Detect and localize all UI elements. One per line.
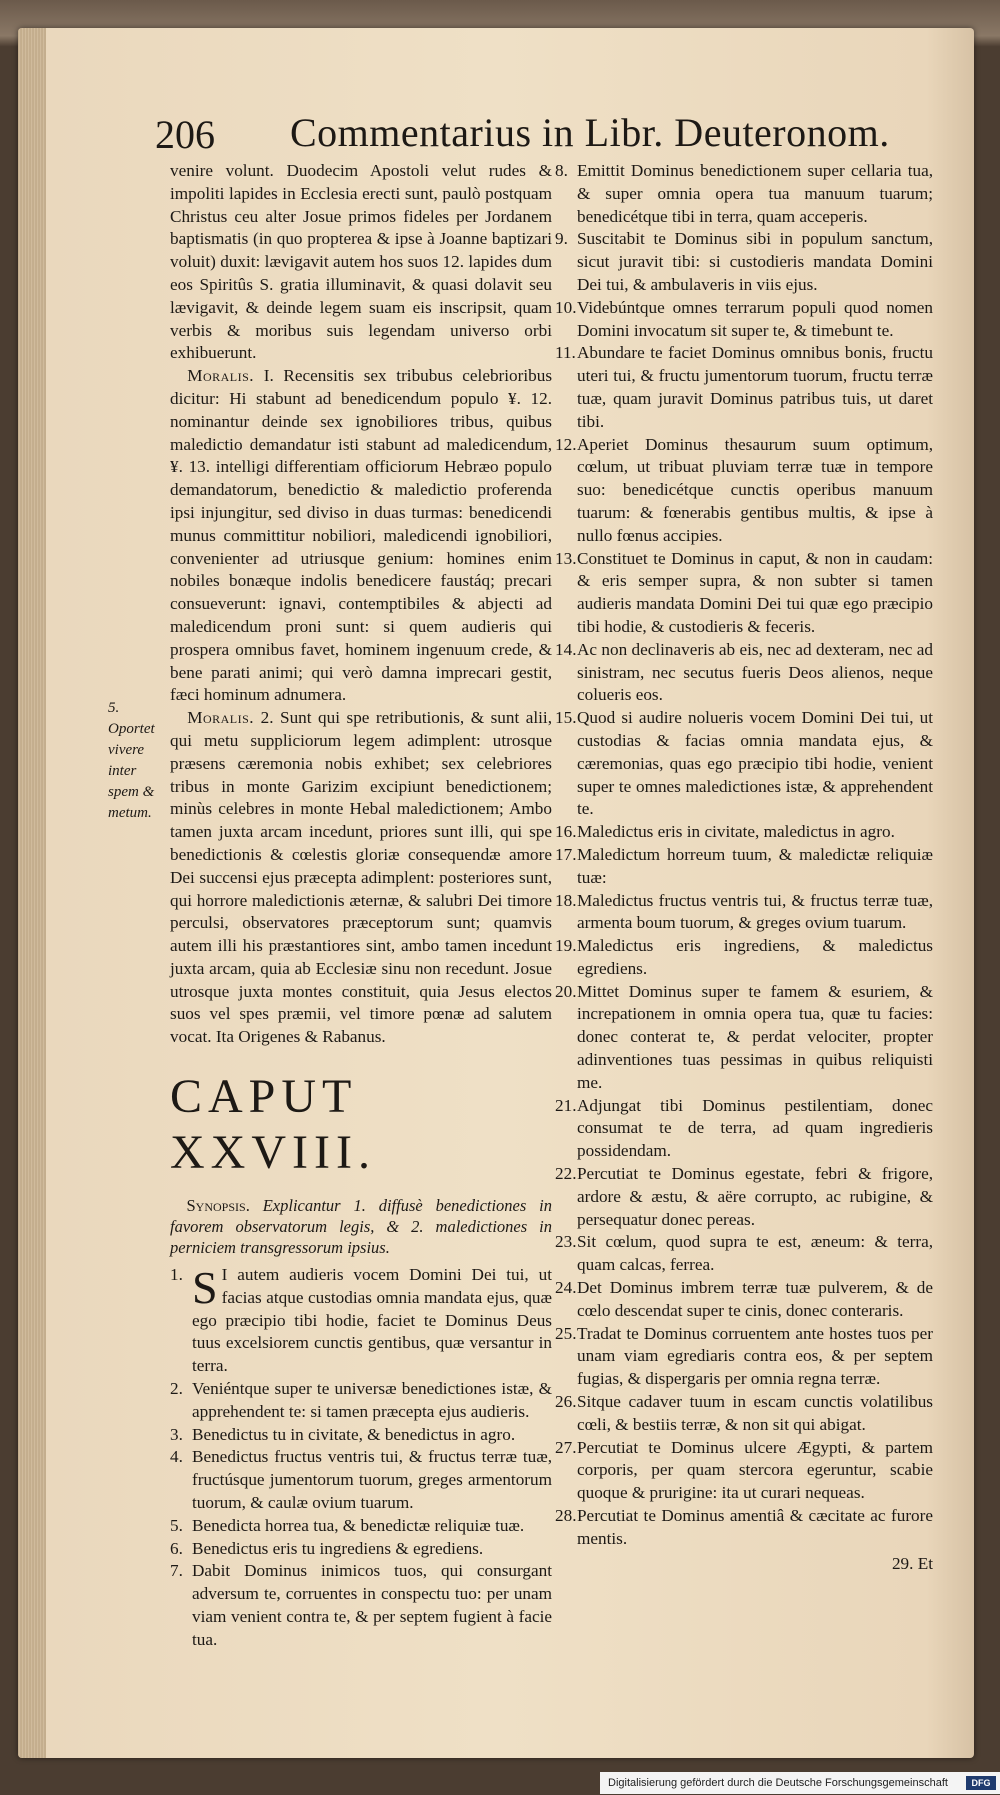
verse: 15. Quod si audire nolueris vocem Domini Dei tui, ut custodias & facias omnia mandata ejus, & cæremonias, quas ego præcipio tibi hodie, venient super te omnes maledictiones istæ, & apprehendent te. bbox=[555, 708, 933, 819]
verse: 19. Maledictus eris ingrediens, & maledictus egrediens. bbox=[555, 936, 933, 978]
verse: 27. Percutiat te Dominus ulcere Ægypti, & partem corporis, per quam stercora egeruntur, scabie quoque & prurigine: ita ut curari nequeas. bbox=[555, 1437, 933, 1503]
verse: 16. Maledictus eris in civitate, maledictus in agro. bbox=[555, 822, 895, 842]
verse: 9. Suscitabit te Dominus sibi in populum sanctum, sicut juravit tibi: si custodieris mandata Domini Dei tui, & ambulaveris in viis ejus. bbox=[555, 229, 933, 294]
verse: 12. Aperiet Dominus thesaurum suum optimum, cœlum, ut tribuat pluviam terræ tuæ in tempore suo: benedicétque cunctis operibus manuum tuarum: & fœnerabis gentibus multis, & ipse à nullo fœnus accipies. bbox=[555, 434, 933, 545]
verse: 20. Mittet Dominus super te famem & esuriem, & increpationem in omnia opera tua, quæ tu facies: donec conterat te, & perdat velociter, propter adinventiones tuas pessimas in quibus reliquisti me. bbox=[555, 981, 933, 1092]
dfg-logo: DFG bbox=[966, 1776, 996, 1790]
digitization-footer bbox=[600, 1772, 1000, 1794]
verse: 6. Benedictus eris tu ingrediens & egrediens. bbox=[170, 1538, 484, 1558]
paragraph-moralis-1 bbox=[170, 365, 552, 707]
running-head: Commentarius in Libr. Deuteronom. bbox=[290, 110, 890, 155]
moralis-label: Moralis. bbox=[187, 366, 255, 386]
synopsis-text: Explicantur 1. diffusè benedictiones in favorem observatorum legis, & 2. maledictiones in perniciem transgressorum ipsius. bbox=[170, 1196, 553, 1258]
right-column bbox=[555, 160, 933, 1575]
verse: 7. Dabit Dominus inimicos tuos, qui consurgant adversum te, corruentes in conspectu tuo: per unam viam venient contra te, & per septem fugient à facie tua. bbox=[170, 1561, 552, 1649]
page-edges bbox=[18, 28, 46, 1758]
left-column bbox=[170, 160, 552, 1652]
verse: 22. Percutiat te Dominus egestate, febri & frigore, ardore & æstu, & aëre corrupto, ac rubigine, & persequatur donec pereas. bbox=[555, 1164, 933, 1229]
verse: 2. Veniéntque super te universæ benedictiones istæ, & apprehendent te: si tamen præcepta ejus audieris. bbox=[170, 1379, 552, 1421]
paragraph-text: 2. Sunt qui spe retributionis, & sunt alii, qui metu suppliciorum legem adimplent: utrosque præsens cæremonia nobis exhibet; sex celebriores tribus in monte Garizim excipiunt benedictionem; minùs celebres in monte Hebal maledictionem; Ambo tamen juxta arcam incedunt, priores sunt illi, qui spe benedictionis & cœlestis gloriæ consequendæ amore Dei succensi ejus præcepta adimplent: posteriores sunt, qui horrore maledictionis æternæ, & salubri Dei timore perculsi, observatores præceptorum sunt; quamvis autem illi his præstantiores sint, ambo tamen incedunt juxta arcam, quia ab Ecclesiæ sinu non recedunt. Josue utrosque juxta montes constituit, quia Jesus electos suos vel spes præmii, vel timore pœnæ ad salutem vocat. Ita Origenes & Rabanus. bbox=[170, 708, 553, 1047]
verse: 18. Maledictus fructus ventris tui, & fructus terræ tuæ, armenta boum tuorum, & greges ovium tuarum. bbox=[555, 890, 933, 933]
verse: 11. Abundare te faciet Dominus omnibus bonis, fructu uteri tui, & fructu jumentorum tuorum, fructu terræ tuæ, quam juravit Dominus patribus tuis, ut daret tibi. bbox=[555, 343, 933, 431]
verse: 3. Benedictus tu in civitate, & benedictus in agro. bbox=[170, 1424, 516, 1444]
verse: 14. Ac non declinaveris ab eis, nec ad dexteram, nec ad sinistram, nec secutus fueris Deos alienos, neque colueris eos. bbox=[555, 639, 933, 705]
synopsis bbox=[170, 1195, 552, 1258]
chapter-title: CAPUT XXVIII. bbox=[170, 1070, 376, 1180]
margin-note: 5. Oportet vivere inter spem & metum. bbox=[108, 700, 155, 821]
page-number: 206 bbox=[155, 112, 215, 157]
verse-1: 1. S I autem audieris vocem Domini Dei tui, ut facias atque custodias omnia mandata ejus, quæ ego præcipio tibi hodie, faciet te Dominus Deus tuus excelsiorem cunctis gentibus, quæ versantur in terra. bbox=[170, 1262, 552, 1376]
drop-cap: S bbox=[192, 1262, 218, 1314]
verse: 23. Sit cœlum, quod supra te est, æneum: & terra, quam calcas, ferrea. bbox=[555, 1232, 933, 1275]
verse: 28. Percutiat te Dominus amentiâ & cæcitate ac furore mentis. bbox=[555, 1506, 933, 1548]
verse: 10. Videbúntque omnes terrarum populi quod nomen Domini invocatum sit super te, & timebunt te. bbox=[555, 297, 933, 340]
catchword: 29. Et bbox=[891, 1553, 933, 1573]
verse: 24. Det Dominus imbrem terræ tuæ pulverem, & de cœlo descendat super te cinis, donec conteraris. bbox=[555, 1278, 933, 1320]
verse: 26. Sitque cadaver tuum in escam cunctis volatilibus cœli, & bestiis terræ, & non sit qui abigat. bbox=[555, 1392, 933, 1434]
verse: 21. Adjungat tibi Dominus pestilentiam, donec consumat te de terra, ad quam ingredieris possidendam. bbox=[555, 1095, 933, 1161]
verse-text: I autem audieris vocem Domini Dei tui, ut facias atque custodias omnia mandata ejus, quæ ego præcipio tibi hodie, faciet te Dominus Deus tuus excelsiorem cunctis gentibus, quæ versantur in terra. bbox=[192, 1265, 552, 1376]
verse: 25. Tradat te Dominus corruentem ante hostes tuos per unam viam egrediaris contra eos, & per septem fugias, & dispergaris per omnia regna terræ. bbox=[555, 1323, 933, 1389]
paragraph: venire volunt. Duodecim Apostoli velut rudes & impoliti lapides in Ecclesia erecti sunt, paulò postquam Christus ceu alter Josue primos fideles per Jordanem baptismatis (in quo propterea & ipse à Joanne baptizari voluit) duxit: lævigavit autem hos suos 12. lapides dum eos Spiritûs S. gratia illuminavit, & quasi dolavit seu lævigavit, & deinde legem suam eis inscripsit, quam verbis & moribus suis legendam universo orbi exhibuerunt. bbox=[170, 161, 552, 363]
verse: 8. Emittit Dominus benedictionem super cellaria tua, & super omnia opera tua manuum tuarum; benedicétque tibi in terra, quam acceperis. bbox=[555, 161, 933, 226]
page-header bbox=[0, 105, 956, 165]
verse: 13. Constituet te Dominus in caput, & non in caudam: & eris semper supra, & non subter si tamen audieris mandata Domini Dei tui quæ ego præcipio tibi hodie, & custodieris & feceris. bbox=[555, 548, 933, 636]
verse: 5. Benedicta horrea tua, & benedictæ reliquiæ tuæ. bbox=[170, 1515, 525, 1535]
paragraph-text: I. Recensitis sex tribubus celebrioribus dicitur: Hi stabunt ad benedicendum populo ¥. 12. nominantur deinde sex ignobiliores tribus, quibus maledictio demandatur isti stabunt ad maledicendum, ¥. 13. intelligi differentiam officiorum Hebræo populo demandatorum, benedictio & maledictio proferenda ipsi injungitur, sed diviso in duas turmas: benedicendi munus committitur nobiliori, maledicendi ignobiliori, convenienter ad utriusque genium: homines enim nobiles bonæque indolis benedicere faustáq; precari consueverunt: ignavi, contemptibiles & abjecti ad maledicendum proni sunt: si quem audieris qui prospera omnibus favet, hominem ingenuum crede, & bene parati animi; qui verò damna imprecari gestit, fæci hominum adnumera. bbox=[170, 366, 553, 705]
paragraph-moralis-2 bbox=[170, 707, 552, 1049]
synopsis-label: Synopsis. bbox=[186, 1196, 250, 1216]
footer-text: Digitalisierung gefördert durch die Deutsche Forschungsgemeinschaft bbox=[608, 1777, 948, 1789]
verse: 4. Benedictus fructus ventris tui, & fructus terræ tuæ, fructúsque jumentorum tuorum, greges armentorum tuorum, & caulæ ovium tuarum. bbox=[170, 1447, 552, 1513]
verse: 17. Maledictum horreum tuum, & maledictæ reliquiæ tuæ: bbox=[555, 844, 933, 887]
moralis-label: Moralis. bbox=[187, 708, 255, 728]
